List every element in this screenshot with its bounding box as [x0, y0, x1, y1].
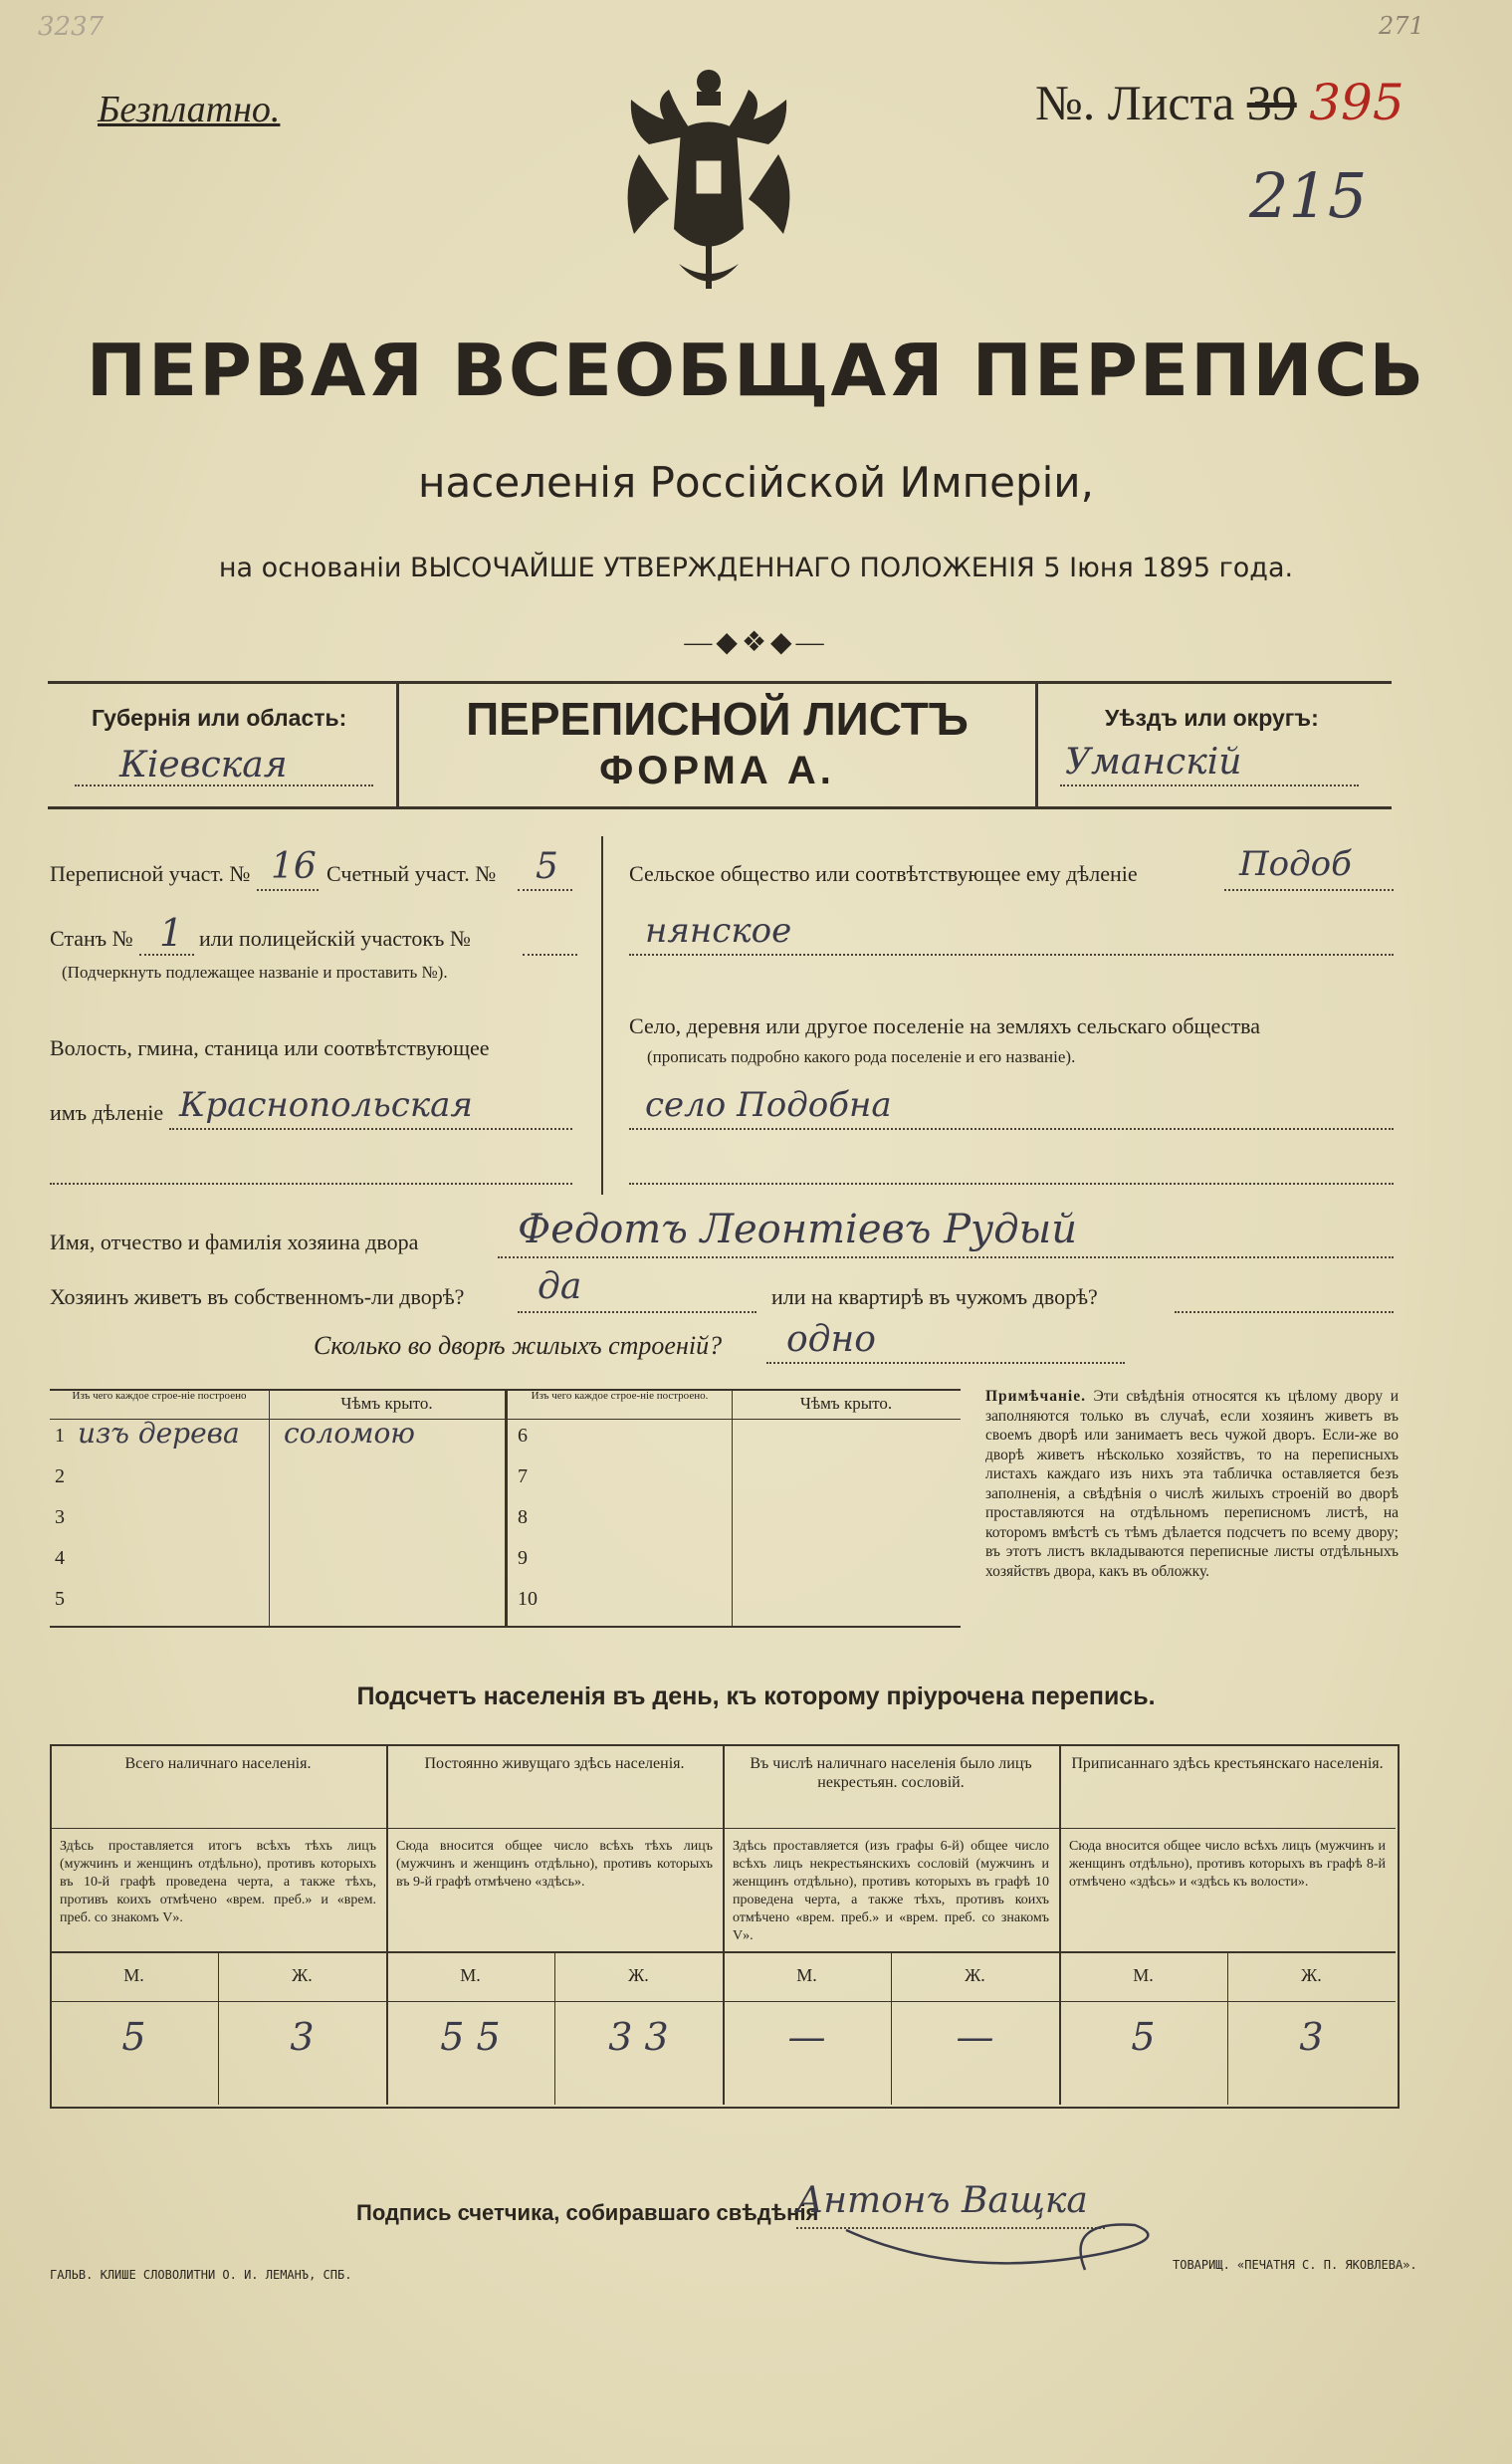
- bt-vline-mid: [505, 1389, 508, 1628]
- bt-col3: Изъ чего каждое строе-ніе построено.: [531, 1390, 709, 1402]
- count-m-label: М.: [123, 1965, 144, 1985]
- count-col-desc: Здѣсь проставляется (изъ графы 6-й) общее число всѣхъ лицъ некрестьянскихъ сословій (мужчинъ и женщинъ отдѣльно), противъ которыхъ въ графѣ 10 проведена черта, а также тѣхъ, противъ коихъ отмѣчено «врем. преб.» и «врем. преб. со знакомъ V».: [733, 1839, 1049, 1943]
- count-f-label: Ж.: [292, 1965, 313, 1985]
- own-yard-label: Хозяинъ живетъ въ собственномъ-ли дворѣ?: [50, 1284, 465, 1309]
- rented-label: или на квартирѣ въ чужомъ дворѣ?: [771, 1284, 1098, 1309]
- archive-mark-left: 3237: [38, 12, 105, 42]
- count-f-label: Ж.: [1301, 1965, 1322, 1985]
- coat-of-arms-icon: [609, 60, 808, 309]
- fields-vertical-rule: [601, 836, 603, 1195]
- count-f-value: —: [956, 2015, 994, 2059]
- count-m-label: М.: [460, 1965, 481, 1985]
- subtitle: населенія Россійской Имперіи,: [418, 458, 1094, 507]
- owner-value: Федотъ Леонтіевъ Рудый: [518, 1207, 1077, 1252]
- bt-material: изъ дерева: [78, 1417, 240, 1450]
- footer-right: ТОВАРИЩ. «ПЕЧАТНЯ С. П. ЯКОВЛЕВА».: [1173, 2258, 1417, 2272]
- sheet-number-handwritten: 215: [1249, 159, 1368, 232]
- owner-label: Имя, отчество и фамилія хозяина двора: [50, 1230, 419, 1254]
- province-label: Губернія или область:: [92, 705, 347, 731]
- census-district-value: 16: [271, 846, 317, 887]
- village-dots: [629, 1128, 1394, 1130]
- count-col-head: Приписаннаго здѣсь крестьянскаго населенія.: [1071, 1755, 1384, 1772]
- count-m-label: М.: [796, 1965, 817, 1985]
- footer-left: ГАЛЬВ. КЛИШЕ СЛОВОЛИТНИ О. И. ЛЕМАНЪ, СПБ.: [50, 2268, 352, 2282]
- bt-row-number: 9: [518, 1547, 528, 1569]
- bt-row-number: 8: [518, 1506, 528, 1528]
- volost-dots-2: [50, 1183, 572, 1185]
- bt-vline-3: [732, 1389, 733, 1628]
- stan-dots: [139, 954, 194, 956]
- counting-district-label: Счетный участ. №: [326, 861, 497, 886]
- basis-line: на основаніи ВЫСОЧАЙШЕ УТВЕРЖДЕННАГО ПОЛОЖЕНІЯ 5 Іюня 1895 года.: [218, 553, 1294, 583]
- village-note: (прописать подробно какого рода поселеніе и его названіе).: [647, 1047, 1076, 1066]
- count-m-value: —: [787, 2015, 826, 2059]
- stan-label: Станъ №: [50, 926, 133, 951]
- bt-row-number: 10: [518, 1588, 538, 1610]
- district-dots: [1060, 784, 1359, 786]
- counting-district-dots: [518, 889, 572, 891]
- society-dots-2: [629, 954, 1394, 956]
- village-dots-2: [629, 1183, 1394, 1185]
- signature-value: Антонъ Ващка: [796, 2180, 1088, 2221]
- buildings-table: [50, 1389, 961, 1628]
- counting-district-value: 5: [536, 846, 558, 887]
- count-f-value: 3 3: [608, 2015, 669, 2059]
- stan-value: 1: [159, 911, 184, 955]
- count-col-desc: Сюда вносится общее число всѣхъ лицъ (мужчинъ и женщинъ отдѣльно), противъ которыхъ въ графѣ 8-й отмѣчено «здѣсь» и «здѣсь къ волости».: [1069, 1839, 1386, 1890]
- bt-col4: Чѣмъ крыто.: [799, 1394, 893, 1413]
- count-col-desc: Сюда вносится общее число всѣхъ тѣхъ лицъ (мужчинъ и женщинъ отдѣльно), противъ которыхъ въ 9-й графѣ отмѣчено «здѣсь».: [396, 1839, 713, 1890]
- police-dots: [523, 954, 577, 956]
- count-title: Подсчетъ населенія въ день, къ которому пріурочена перепись.: [356, 1682, 1156, 1710]
- signature-flourish-icon: [836, 2210, 1194, 2290]
- society-label: Сельское общество или соотвѣтствующее ему дѣленіе: [629, 861, 1138, 886]
- free-label: Безплатно.: [98, 89, 281, 130]
- count-m-value: 5: [1131, 2015, 1156, 2059]
- bt-row-number: 2: [55, 1465, 65, 1487]
- volost-dots: [169, 1128, 572, 1130]
- note-block: [985, 1387, 1399, 1581]
- society-value: Подоб: [1239, 844, 1352, 884]
- own-yard-dots: [518, 1311, 756, 1313]
- bt-roof: соломою: [284, 1417, 415, 1450]
- bt-col2: Чѣмъ крыто.: [340, 1394, 433, 1413]
- society-dots: [1224, 889, 1394, 891]
- signature-label: Подпись счетчика, собиравшаго свѣдѣнія: [356, 2200, 819, 2225]
- volost-label-2: имъ дѣленіе: [50, 1100, 164, 1125]
- rented-dots: [1175, 1311, 1394, 1313]
- bt-vline-1: [269, 1389, 270, 1628]
- sheet-number-red: 395: [1309, 74, 1404, 131]
- count-m-value: 5 5: [440, 2015, 501, 2059]
- census-district-dots: [257, 889, 319, 891]
- society-value-2: нянское: [645, 911, 792, 951]
- bt-row-number: 7: [518, 1465, 528, 1487]
- banner-top-rule: [48, 681, 1392, 684]
- underline-note: (Подчеркнуть подлежащее названіе и проставить №).: [62, 963, 448, 982]
- count-m-value: 5: [121, 2015, 146, 2059]
- bt-row-number: 6: [518, 1425, 528, 1447]
- buildings-label: Сколько во дворѣ жилыхъ строеній?: [314, 1331, 723, 1360]
- census-district-label: Переписной участ. №: [50, 861, 251, 886]
- main-title: ПЕРВАЯ ВСЕОБЩАЯ ПЕРЕПИСЬ: [86, 329, 1426, 412]
- buildings-dots: [766, 1362, 1125, 1364]
- province-dots: [75, 784, 373, 786]
- note-text: Эти свѣдѣнія относятся къ цѣлому двору и заполняются только въ случаѣ, если хозяинъ живетъ въ своемъ дворѣ или занимаетъ весь чужой дворъ. Если-же во дворѣ живетъ нѣсколько хозяйствъ, то на переписныхъ листахъ каждаго изъ нихъ эта табличка оставляется безъ заполненія, а свѣдѣнія о числѣ жилыхъ строеній во дворѣ проставляются на отдѣльномъ переписномъ листѣ, на которомъ вмѣстѣ съ тѣмъ дѣлается подсчетъ по всему двору; въ этотъ листъ вкладываются переписные листы отдѣльныхъ хозяйствъ двора, какъ въ обложку.: [985, 1388, 1400, 1580]
- village-label: Село, деревня или другое поселеніе на земляхъ сельскаго общества: [629, 1013, 1261, 1038]
- bt-row-number: 1: [55, 1425, 65, 1447]
- banner-bottom-rule: [48, 806, 1392, 809]
- count-col-head: Постоянно живущаго здѣсь населенія.: [424, 1755, 685, 1772]
- buildings-value: одно: [786, 1319, 876, 1360]
- owner-dots: [498, 1256, 1394, 1258]
- form-letter: ФОРМА А.: [599, 749, 835, 792]
- count-m-label: М.: [1133, 1965, 1154, 1985]
- sheet-number-label: №. Листа 39 395: [1035, 74, 1404, 131]
- own-yard-value: да: [538, 1266, 582, 1307]
- bt-row-number: 4: [55, 1547, 65, 1569]
- count-f-label: Ж.: [628, 1965, 649, 1985]
- volost-label: Волость, гмина, станица или соотвѣтствующее: [50, 1035, 490, 1060]
- archive-mark-right: 271: [1379, 12, 1424, 40]
- count-col-head: Въ числѣ наличнаго населенія было лицъ некрестьян. сословій.: [750, 1755, 1032, 1791]
- bt-row-number: 3: [55, 1506, 65, 1528]
- ornament-divider: ―◆❖◆―: [684, 627, 828, 658]
- form-title: ПЕРЕПИСНОЙ ЛИСТЪ: [466, 693, 969, 745]
- volost-value: Краснопольская: [179, 1085, 473, 1125]
- note-lead: Примѣчаніе.: [985, 1388, 1086, 1405]
- count-f-value: 3: [290, 2015, 315, 2059]
- bt-row-number: 5: [55, 1588, 65, 1610]
- village-value: село Подобна: [645, 1085, 892, 1125]
- district-value: Уманскій: [1065, 742, 1242, 783]
- bt-col1: Изъ чего каждое строе-ніе построено: [72, 1390, 247, 1402]
- district-label: Уѣздъ или округъ:: [1105, 705, 1319, 731]
- count-f-value: 3: [1299, 2015, 1324, 2059]
- count-col-head: Всего наличнаго населенія.: [124, 1755, 312, 1772]
- police-label: или полицейскій участокъ №: [199, 926, 471, 951]
- province-value: Кіевская: [119, 745, 288, 785]
- count-f-label: Ж.: [965, 1965, 985, 1985]
- count-col-desc: Здѣсь проставляется итогъ всѣхъ тѣхъ лицъ (мужчинъ и женщинъ отдѣльно), противъ которыхъ въ 10-й графѣ проведена черта, а также тѣхъ, противъ коихъ отмѣчено «врем. преб.» и «врем. преб. со знакомъ V».: [60, 1839, 376, 1925]
- banner-divider-right: [1035, 681, 1038, 808]
